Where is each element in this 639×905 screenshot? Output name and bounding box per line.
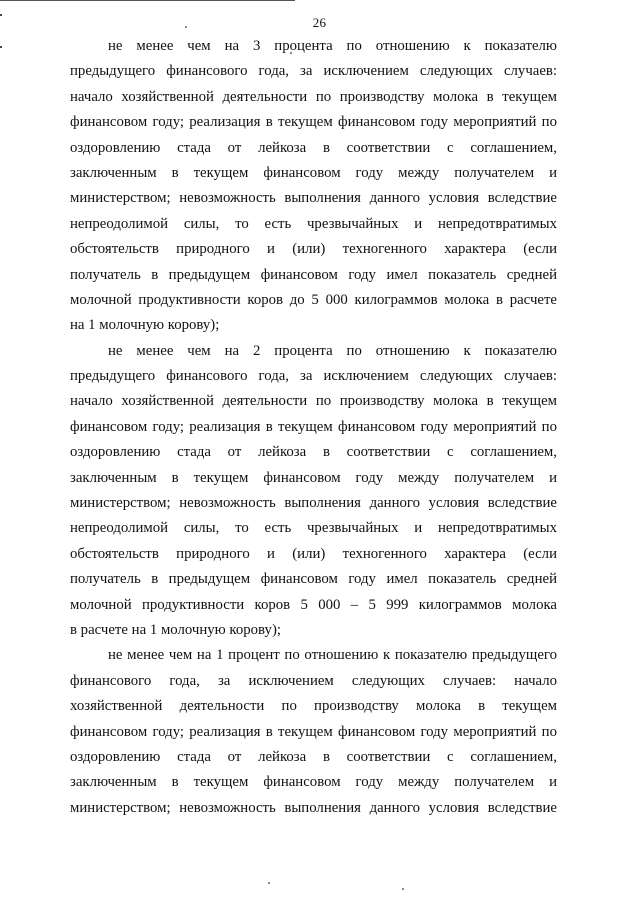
text-line: финансовом году; реализация в текущем финансовом году мероприятий по [70, 114, 557, 131]
text-line: начало хозяйственной деятельности по производству молока в текущем [70, 393, 557, 410]
text-line: министерством; невозможность выполнения данного условия вследствие [70, 799, 557, 816]
scan-mark [0, 46, 2, 48]
text-line: не менее чем на 2 процента по отношению к показателю [108, 342, 557, 359]
paragraph-2 [70, 339, 557, 644]
text-line: хозяйственной деятельности по производству молока в текущем [70, 698, 557, 715]
text-line: финансовом году; реализация в текущем финансовом году мероприятий по [70, 723, 557, 740]
scan-speck [268, 882, 270, 884]
text-line: начало хозяйственной деятельности по производству молока в текущем [70, 88, 557, 105]
text-line: непреодолимой силы, то есть чрезвычайных и непредотвратимых [70, 215, 557, 232]
text-line: министерством; невозможность выполнения данного условия вследствие [70, 495, 557, 512]
text-line: молочной продуктивности коров 5 000 – 5 999 килограммов молока [70, 596, 557, 613]
text-line: министерством; невозможность выполнения данного условия вследствие [70, 190, 557, 207]
text-line: оздоровлению стада от лейкоза в соответствии с соглашением, [70, 444, 557, 461]
text-line: не менее чем на 1 процент по отношению к показателю предыдущего [108, 647, 557, 664]
text-line: получатель в предыдущем финансовом году имел показатель средней [70, 571, 557, 588]
paragraph-1 [70, 34, 557, 339]
paragraph-3 [70, 643, 557, 821]
text-line: получатель в предыдущем финансовом году имел показатель средней [70, 266, 557, 283]
text-line: не менее чем на 3 процента по отношению к показателю [108, 38, 557, 54]
text-line: непреодолимой силы, то есть чрезвычайных и непредотвратимых [70, 520, 557, 537]
text-line: оздоровлению стада от лейкоза в соответствии с соглашением, [70, 139, 557, 156]
scan-edge-line [0, 0, 295, 1]
text-line: на 1 молочную корову); [70, 317, 220, 334]
text-line: финансовом году; реализация в текущем финансовом году мероприятий по [70, 418, 557, 435]
text-line: заключенным в текущем финансовом году между получателем и [70, 774, 557, 791]
text-line: обстоятельств природного и (или) техногенного характера (если [70, 241, 557, 258]
page-number: 26 [312, 15, 327, 30]
text-line: в расчете на 1 молочную корову); [70, 621, 281, 638]
text-line: финансового года, за исключением следующих случаев: начало [70, 672, 557, 689]
scan-speck [402, 888, 404, 890]
text-line: заключенным в текущем финансовом году между получателем и [70, 164, 557, 181]
text-line: молочной продуктивности коров до 5 000 килограммов молока в расчете [70, 291, 557, 308]
text-line: оздоровлению стада от лейкоза в соответствии с соглашением, [70, 748, 557, 765]
text-line: обстоятельств природного и (или) техногенного характера (если [70, 545, 557, 562]
document-body [70, 34, 557, 821]
text-line: предыдущего финансового года, за исключением следующих случаев: [70, 368, 557, 385]
text-line: предыдущего финансового года, за исключением следующих случаев: [70, 63, 557, 80]
text-line: заключенным в текущем финансовом году между получателем и [70, 469, 557, 486]
